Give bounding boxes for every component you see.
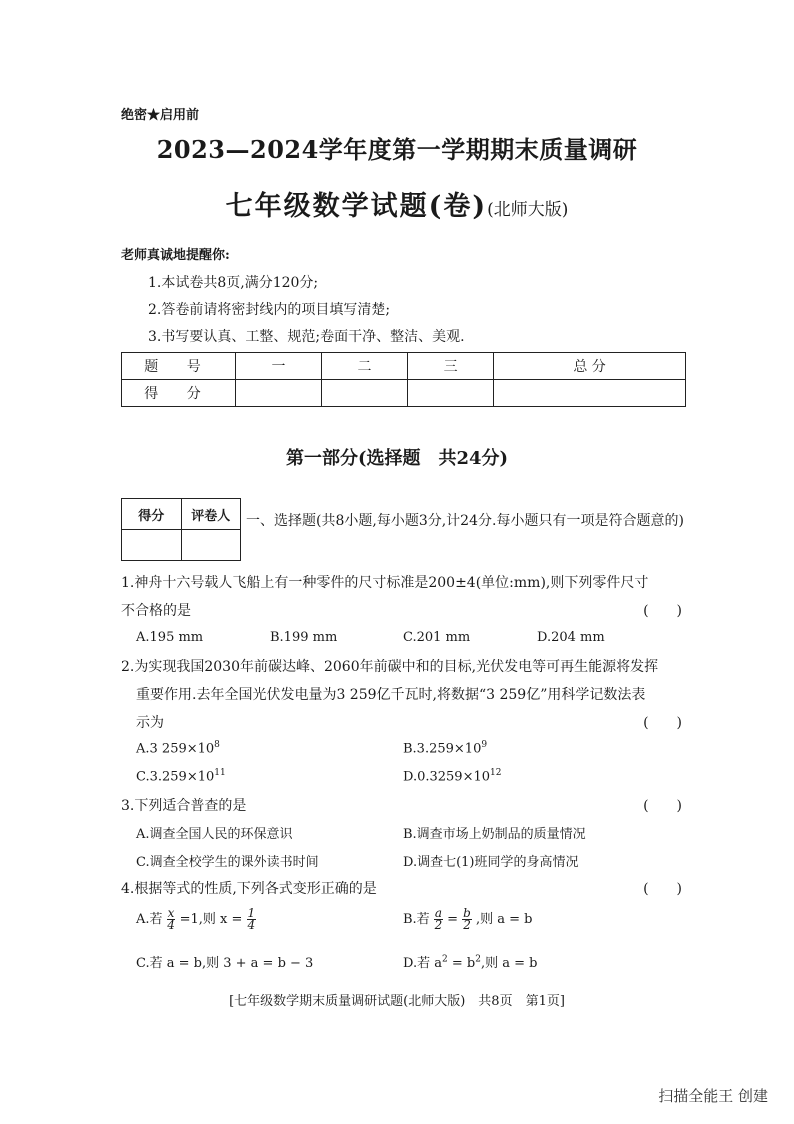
score-header-cell: 题 号 xyxy=(122,353,236,380)
option-c: C.若 a = b,则 3 + a = b − 3 xyxy=(136,956,314,971)
answer-paren[interactable]: ( ) xyxy=(643,603,682,619)
option-b: B.调查市场上奶制品的质量情况 xyxy=(403,827,586,842)
grader-name-label: 评卷人 xyxy=(181,499,241,530)
grader-score-label: 得分 xyxy=(122,499,182,530)
score-cell[interactable] xyxy=(236,380,322,407)
exam-title: 2023—2024学年度第一学期期末质量调研 xyxy=(156,135,638,164)
option-a: A.若 $\frac{x}{4}$ =1,则 x = $\frac{1}{4}$ xyxy=(136,906,256,932)
option-d: D.调查七(1)班同学的身高情况 xyxy=(403,855,579,870)
score-cell[interactable] xyxy=(322,380,408,407)
option-c: $C.3.259\times 10^{11}$ xyxy=(136,768,226,785)
question-2-line: 重要作用.去年全国光伏发电量为3 259亿千瓦时,将数据“3 259亿”用科学记数法表 xyxy=(136,687,646,703)
score-cell[interactable] xyxy=(408,380,494,407)
score-table-score-row xyxy=(122,380,686,407)
option-d: D.204 mm xyxy=(537,630,605,645)
scanner-watermark: 扫描全能王 创建 xyxy=(658,1087,768,1105)
grader-name-cell[interactable] xyxy=(181,530,241,561)
option-b: B.若 $\frac{a}{2}$ = $\frac{b}{2}$ ,则 a = b xyxy=(403,906,533,932)
option-a: A.调查全国人民的环保意识 xyxy=(136,827,293,842)
subject-title: 七年级数学试题(卷) xyxy=(225,191,488,222)
score-table-header-row xyxy=(122,353,686,380)
edition-label: (北师大版) xyxy=(487,200,569,220)
question-2-line: 示为 xyxy=(136,715,164,731)
option-a: A.195 mm xyxy=(136,630,204,645)
option-d: $D.0.3259\times 10^{12}$ xyxy=(403,768,502,785)
page-footer: [七年级数学期末质量调研试题(北师大版) 共8页 第1页] xyxy=(229,994,565,1009)
score-header-cell: 一 xyxy=(236,353,322,380)
score-cell[interactable] xyxy=(494,380,686,407)
answer-paren[interactable]: ( ) xyxy=(643,881,682,897)
option-c: C.201 mm xyxy=(403,630,471,645)
option-a: A.3 $259\times 10^8$ xyxy=(136,740,220,757)
question-3-line: 3.下列适合普查的是 xyxy=(121,798,247,814)
reminder-item: 2.答卷前请将密封线内的项目填写清楚; xyxy=(148,302,391,318)
reminder-item: 3.书写要认真、工整、规范;卷面干净、整洁、美观. xyxy=(148,329,465,345)
grader-table xyxy=(121,498,241,561)
question-1-line: 不合格的是 xyxy=(121,603,191,619)
exam-subtitle xyxy=(0,184,794,223)
reminder-item: 1.本试卷共8页,满分120分; xyxy=(148,275,319,291)
option-b: $B.3.259\times 10^9$ xyxy=(403,740,488,757)
question-1-line: 1.神舟十六号载人飞船上有一种零件的尺寸标准是200±4(单位:mm),则下列零件尺寸 xyxy=(121,575,649,591)
option-c: C.调查全校学生的课外读书时间 xyxy=(136,855,319,870)
answer-paren[interactable]: ( ) xyxy=(643,798,682,814)
reminder-heading: 老师真诚地提醒你: xyxy=(121,248,230,263)
question-2-line: 2.为实现我国2030年前碳达峰、2060年前碳中和的目标,光伏发电等可再生能源将发挥 xyxy=(121,659,659,675)
answer-paren[interactable]: ( ) xyxy=(643,715,682,731)
option-d: D.若 $a^2 = b^2$,则 a = b xyxy=(403,954,538,971)
part-title: 第一部分(选择题 共24分) xyxy=(285,448,509,469)
score-header-cell: 总 分 xyxy=(494,353,686,380)
score-table xyxy=(121,352,686,407)
option-b: B.199 mm xyxy=(270,630,338,645)
score-header-cell: 三 xyxy=(408,353,494,380)
score-row-label: 得 分 xyxy=(122,380,236,407)
question-4-line: 4.根据等式的性质,下列各式变形正确的是 xyxy=(121,881,377,897)
score-header-cell: 二 xyxy=(322,353,408,380)
grader-score-cell[interactable] xyxy=(122,530,182,561)
section-title: 一、选择题(共8小题,每小题3分,计24分.每小题只有一项是符合题意的) xyxy=(246,513,684,529)
confidential-label: 绝密★启用前 xyxy=(121,108,200,123)
